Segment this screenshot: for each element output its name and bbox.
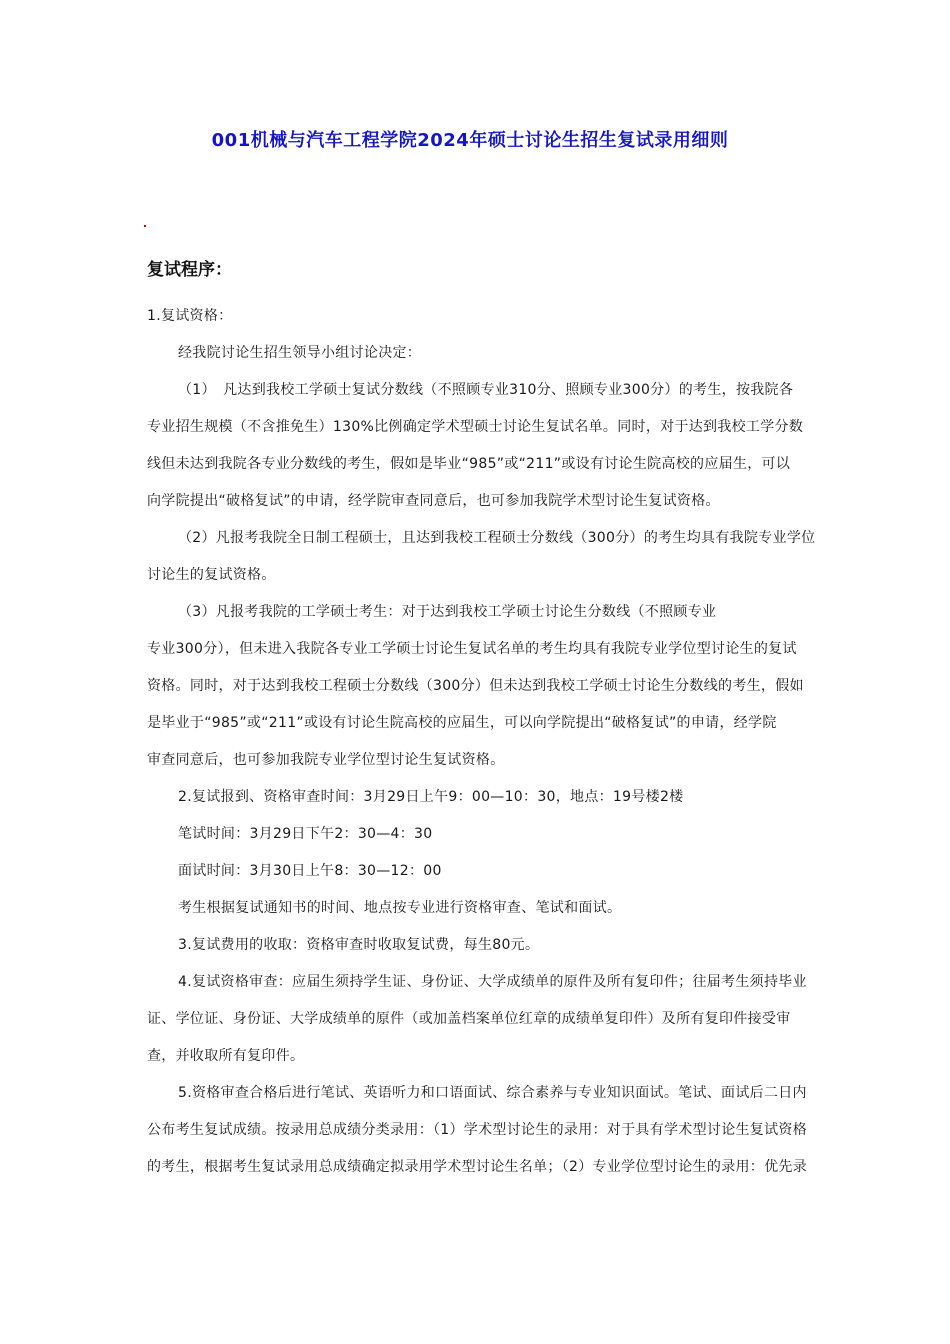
text-line: 专业招生规模（不含推免生）130%比例确定学术型硕士讨论生复试名单。同时，对于达到我校工学分数 [147,419,804,435]
text-line: 资格。同时，对于达到我校工程硕士分数线（300分）但未达到我校工学硕士讨论生分数线的考生，假如 [147,678,804,694]
text-line: 审查同意后，也可参加我院专业学位型讨论生复试资格。 [147,752,505,768]
document-title: 001机械与汽车工程学院2024年硕士讨论生招生复试录用细则 [211,130,729,151]
text-line: 是毕业于“985”或“211”或设有讨论生院高校的应届生，可以向学院提出“破格复试”的申请，经学院 [147,715,777,731]
body-text [147,298,947,1186]
text-line: 向学院提出“破格复试”的申请，经学院审查同意后，也可参加我院学术型讨论生复试资格。 [147,493,720,509]
text-line: 证、学位证、身份证、大学成绩单的原件（或加盖档案单位红章的成绩单复印件）及所有复印件接受审 [147,1011,791,1027]
text-line: 考生根据复试通知书的时间、地点按专业进行资格审查、笔试和面试。 [178,900,622,916]
text-line: 笔试时间：3月29日下午2：30—4：30 [178,826,433,842]
text-line: （2）凡报考我院全日制工程硕士，且达到我校工程硕士分数线（300分）的考生均具有我院专业学位 [178,530,816,546]
text-line: （1） 凡达到我校工学硕士复试分数线（不照顾专业310分、照顾专业300分）的考生，按我院各 [178,382,794,398]
text-line: （3）凡报考我院的工学硕士考生：对于达到我校工学硕士讨论生分数线（不照顾专业 [178,604,717,620]
text-line: 面试时间：3月30日上午8：30—12：00 [178,863,442,879]
text-line: 经我院讨论生招生领导小组讨论决定： [178,345,422,361]
text-line: 2.复试报到、资格审查时间：3月29日上午9：00—10：30，地点：19号楼2楼 [178,789,684,805]
text-line: 讨论生的复试资格。 [147,567,276,583]
text-line: 5.资格审查合格后进行笔试、英语听力和口语面试、综合素养与专业知识面试。笔试、面试后二日内 [178,1085,807,1101]
text-line: 3.复试费用的收取：资格审查时收取复试费，每生80元。 [178,937,540,953]
text-line: 4.复试资格审查：应届生须持学生证、身份证、大学成绩单的原件及所有复印件；往届考生须持毕业 [178,974,807,990]
text-line: 的考生，根据考生复试录用总成绩确定拟录用学术型讨论生名单；（2）专业学位型讨论生的录用：优先录 [147,1159,808,1175]
text-line: 1.复试资格： [147,308,233,324]
text-line: 专业300分），但未进入我院各专业工学硕士讨论生复试名单的考生均具有我院专业学位型讨论生的复试 [147,641,797,657]
text-line: 线但未达到我院各专业分数线的考生，假如是毕业“985”或“211”或设有讨论生院高校的应届生，可以 [147,456,791,472]
text-line: 查，并收取所有复印件。 [147,1048,305,1064]
red-dot-mark [144,225,146,227]
text-line: 公布考生复试成绩。按录用总成绩分类录用：（1）学术型讨论生的录用：对于具有学术型讨论生复试资格 [147,1122,808,1138]
section-heading: 复试程序： [147,260,232,280]
